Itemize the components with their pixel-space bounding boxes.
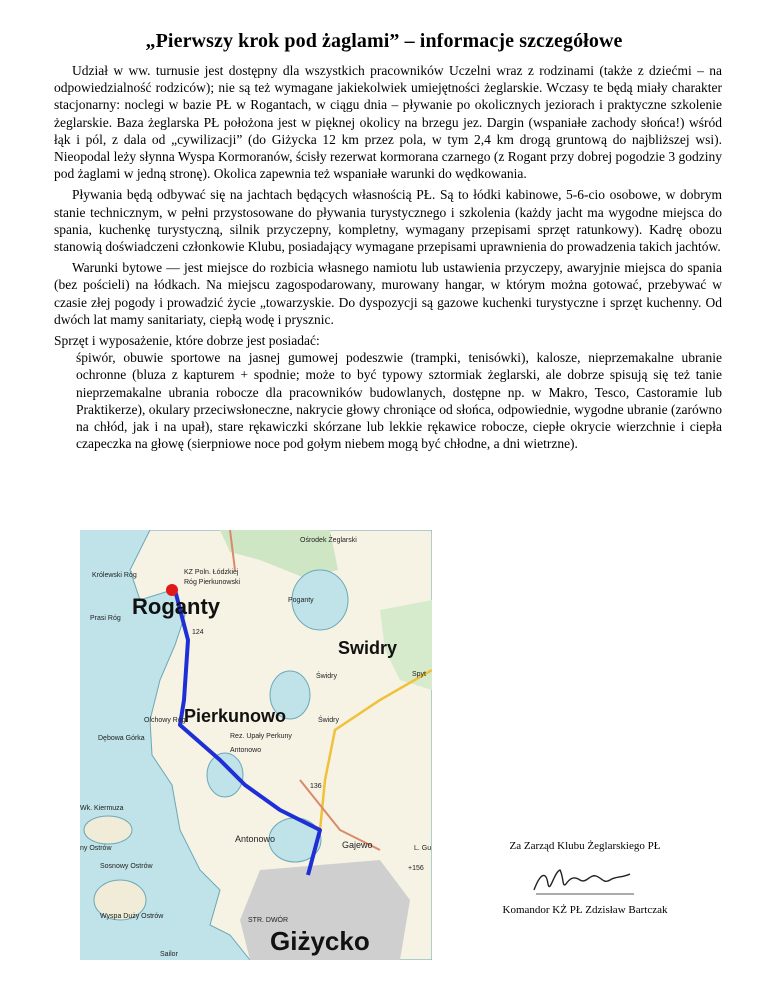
label-road-136: 136	[310, 783, 322, 790]
label-elev-156: +156	[408, 865, 424, 872]
signature-line-name: Komandor KŻ PŁ Zdzisław Bartczak	[502, 904, 668, 916]
label-ny-ostrow: ny Ostrów	[80, 845, 112, 852]
label-wyspa-duzy-ostrow: Wyspa Duży Ostrów	[100, 913, 164, 920]
paragraph-intro: Udział w ww. turnusie jest dostępny dla wszystkich pracowników Uczelni wraz z rodzinami (także z dziećmi – na odpowiedzialność rodziców); nie są też wymagane jakiekolwiek umiejętności żeglarskie. Wczasy te będą miały charakter stacjonarny: noclegi w bazie PŁ w Rogantach, w ciągu dnia – pływanie po okolicznych jeziorach i praktyczne szkolenie żeglarskie. Baza żeglarska PŁ położona jest w pięknej okolicy na brzegu jez. Dargin (wspaniałe zachody słońca!) wśród łąk i pól, z dala od „cywilizacji” (do Giżycka 12 km przez pola, w tym 2,4 km drogą gruntową do najbliższej wsi). Nieopodal leży słynna Wyspa Kormoranów, ścisły rezerwat kormorana czarnego (z Rogant przy dobrej pogodzie 3 godziny pod żaglami w jedną stronę). Okolica zapewnia też wspaniałe warunki do wędkowania.	[54, 63, 722, 182]
handwritten-signature	[530, 864, 640, 898]
island-1	[84, 816, 132, 844]
label-rog-pierkunowski: Róg Pierkunowski	[184, 579, 241, 586]
label-swidry-small: Świdry	[316, 673, 338, 680]
map-graphic	[80, 530, 432, 960]
label-kiermuza: Wk. Kiermuza	[80, 805, 124, 812]
label-str-dwor: STR. DWÓR	[248, 917, 289, 924]
label-pierkunowo: Pierkunowo	[184, 706, 287, 726]
label-kz: KZ Poln. Łódzkiej	[184, 569, 239, 576]
label-sailor: Sailor	[160, 951, 178, 958]
label-swidry: Swidry	[338, 638, 398, 658]
label-debowa-gorka: Dębowa Górka	[98, 735, 145, 742]
label-road-124: 124	[192, 629, 204, 636]
label-l-gu: L. Gu	[414, 845, 432, 852]
label-gizycko: Giżycko	[270, 926, 370, 956]
label-rez: Rez. Upały Perkuny	[230, 733, 292, 740]
label-olchowy-rog: Olchowy Róg	[144, 717, 186, 724]
label-swidry-east: Świdry	[318, 717, 340, 724]
label-poganty: Poganty	[288, 597, 314, 604]
document-title: „Pierwszy krok pod żaglami” – informacje szczegółowe	[145, 30, 623, 52]
label-antonowo-small: Antonowo	[230, 747, 262, 754]
equipment-list: śpiwór, obuwie sportowe na jasnej gumowej podeszwie (trampki, tenisówki), kalosze, nieprzemakalne ubranie ochronne (bluza z kapturem + spodnie; może to być typowy sztormiak żeglarski, ale dobrze spisują się też tanie nieprzemakalne ubrania robocze dla pracowników budowlanych, dostępne np. w Makro, Tesco, Castoramie lub Praktikerze), okulary przeciwsłoneczne, nakrycie głowy chroniące od słońca, odpowiednie, wygodne ubranie (zarówno na chłód, jak i na upał), stare rękawiczki skórzane lub lekkie rękawice robocze, ciepłe okrycie wierzchnie i ciepła czapeczka na głowę (sierpniowe noce pod gołym niebem mogą być chłodne, a dni wietrzne).	[76, 350, 722, 452]
label-roganty: Roganty	[132, 594, 220, 619]
document-body	[54, 62, 722, 452]
label-gajewo: Gajewo	[342, 840, 373, 850]
label-krolewski-rog: Królewski Róg	[92, 572, 137, 579]
signature-block	[470, 840, 700, 916]
route-map	[80, 530, 432, 960]
label-antonowo: Antonowo	[235, 834, 276, 844]
label-spyt: Spyt	[412, 671, 427, 678]
label-sosnowy-ostrow: Sosnowy Ostrów	[100, 863, 153, 870]
equipment-heading: Sprzęt i wyposażenie, które dobrze jest posiadać:	[54, 333, 320, 349]
paragraph-yachts: Pływania będą odbywać się na jachtach będących własnością PŁ. Są to łódki kabinowe, 5-6-cio osobowe, w dobrym stanie technicznym, w pełni przystosowane do pływania turystycznego i szkolenia (każdy jacht ma wygodne miejsca do spania, kuchenkę turystyczną, silnik przyczepny, kompletny, wymagany przepisami sprzęt ratunkowy). Kadrę obozu stanowią doświadczeni członkowie Klubu, posiadający wymagane przepisami uprawnienia do prowadzenia takich jachtów.	[54, 187, 722, 255]
label-prasi-rog: Prasi Róg	[90, 615, 121, 622]
label-osrodek: Ośrodek Żeglarski	[300, 537, 357, 544]
signature-line-board: Za Zarząd Klubu Żeglarskiego PŁ	[509, 840, 661, 852]
paragraph-living: Warunki bytowe — jest miejsce do rozbicia własnego namiotu lub ustawienia przyczepy, awaryjnie miejsca do spania (bez pościeli) na łódkach. Na miejscu zagospodarowany, murowany hangar, w którym można gotować, przebywać w czasie złej pogody i prowadzić życie „towarzyskie. Do dyspozycji są gazowe kuchenki turystyczne i sprzęt kuchenny. Od dwóch lat mamy sanitariaty, ciepłą wodę i prysznic.	[54, 260, 722, 327]
